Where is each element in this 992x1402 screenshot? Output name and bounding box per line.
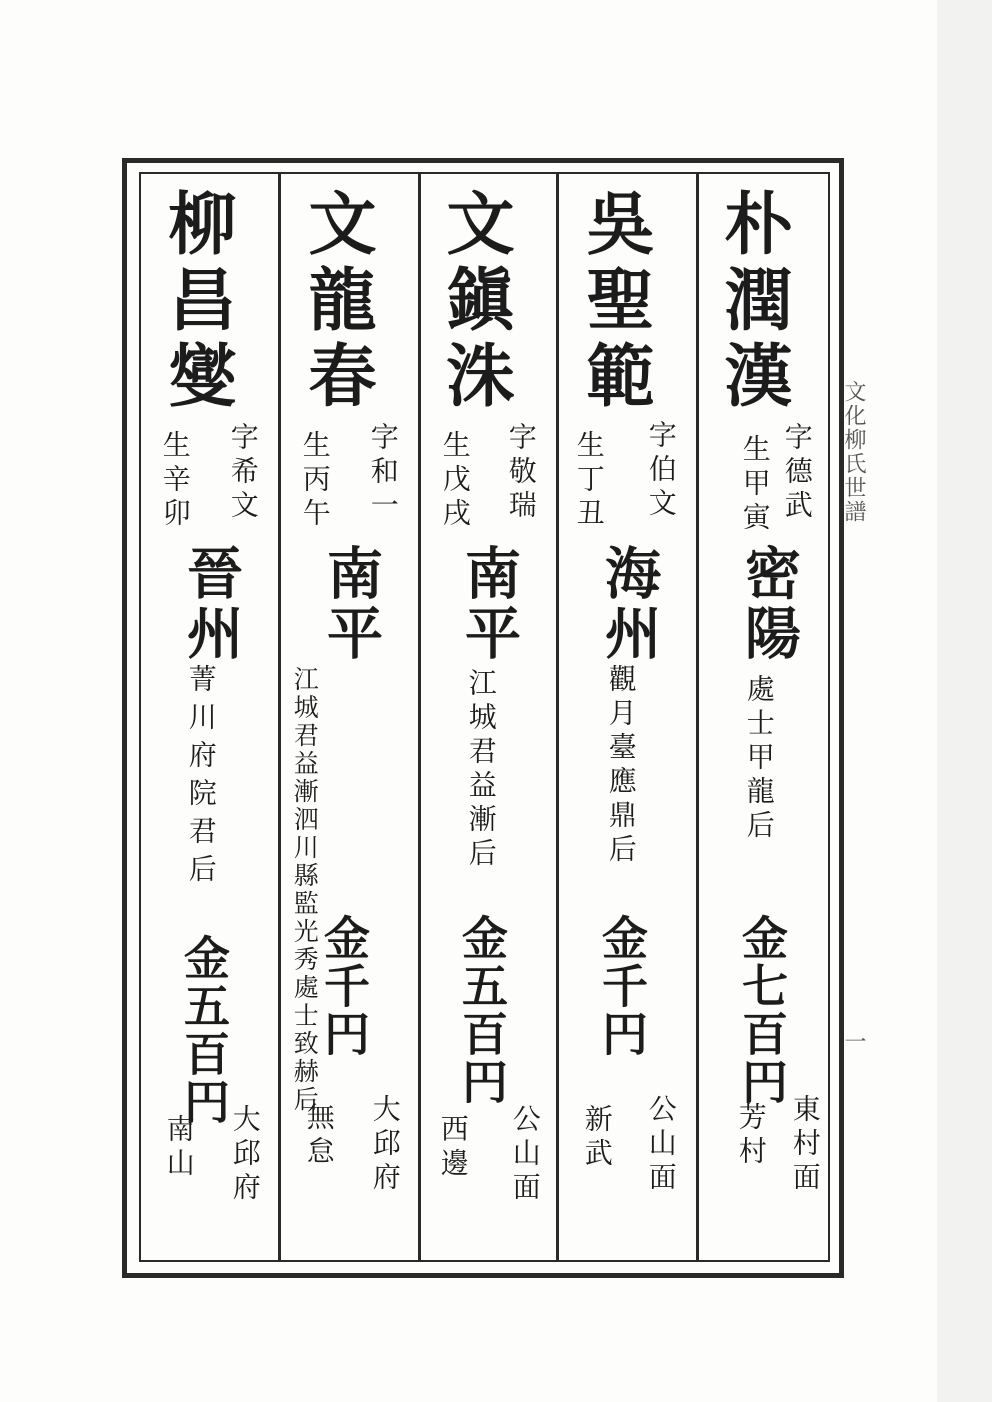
residence-village: 南山	[162, 1114, 196, 1182]
ancestor-line: 江城君益漸泗川縣監光秀處士致赫后	[290, 666, 320, 1114]
clan-origin: 南平	[456, 544, 522, 664]
entry-column-5	[141, 174, 278, 1260]
ancestor-line: 江城君益漸后	[464, 668, 498, 872]
residence-village: 芳村	[734, 1102, 768, 1170]
residence-district: 公山面	[644, 1094, 678, 1196]
residence-village: 西邊	[436, 1114, 470, 1182]
ancestor-line: 處士甲龍后	[742, 674, 776, 844]
donation-amount: 金五百円	[177, 934, 231, 1126]
person-name: 柳昌燮	[157, 188, 237, 416]
clan-origin: 晉州	[178, 544, 244, 664]
donation-amount: 金千円	[317, 914, 371, 1058]
courtesy-name: 字和一	[366, 422, 400, 524]
person-name: 文龍春	[297, 188, 377, 416]
donation-amount: 金五百円	[455, 914, 509, 1106]
scan-edge-strip	[937, 0, 992, 1402]
page-edge-title: 文化柳氏世譜	[841, 380, 866, 524]
courtesy-name: 字德武	[780, 422, 814, 524]
person-name: 吳聖範	[575, 188, 655, 416]
donation-amount: 金七百円	[735, 914, 789, 1106]
residence-district: 大邱府	[368, 1094, 402, 1196]
page-number: 一	[841, 1030, 866, 1052]
residence-village: 無怠	[302, 1102, 336, 1170]
courtesy-name: 字敬瑞	[504, 422, 538, 524]
person-name: 文鎭洙	[435, 188, 515, 416]
birth-year: 生丙午	[298, 430, 332, 532]
birth-year: 生甲寅	[738, 434, 772, 536]
birth-year: 生辛卯	[158, 430, 192, 532]
birth-year: 生丁丑	[572, 430, 606, 532]
entry-column-3	[421, 174, 556, 1260]
entry-column-1	[699, 174, 830, 1260]
person-name: 朴潤漢	[713, 188, 793, 416]
ancestor-line: 觀月臺應鼎后	[604, 664, 638, 868]
residence-village: 新武	[580, 1104, 614, 1172]
birth-year: 生戊戌	[438, 430, 472, 532]
residence-district: 公山面	[508, 1104, 542, 1206]
residence-district: 東村面	[788, 1094, 822, 1196]
courtesy-name: 字希文	[226, 422, 260, 524]
clan-origin: 密陽	[736, 544, 802, 664]
donation-amount: 金千円	[595, 914, 649, 1058]
clan-origin: 海州	[596, 544, 662, 664]
residence-district: 大邱府	[228, 1104, 262, 1206]
entry-column-2	[559, 174, 696, 1260]
ancestor-line: 菁川府院君后	[184, 664, 218, 892]
entry-column-4	[281, 174, 418, 1260]
clan-origin: 南平	[318, 544, 384, 664]
courtesy-name: 字伯文	[644, 420, 678, 522]
